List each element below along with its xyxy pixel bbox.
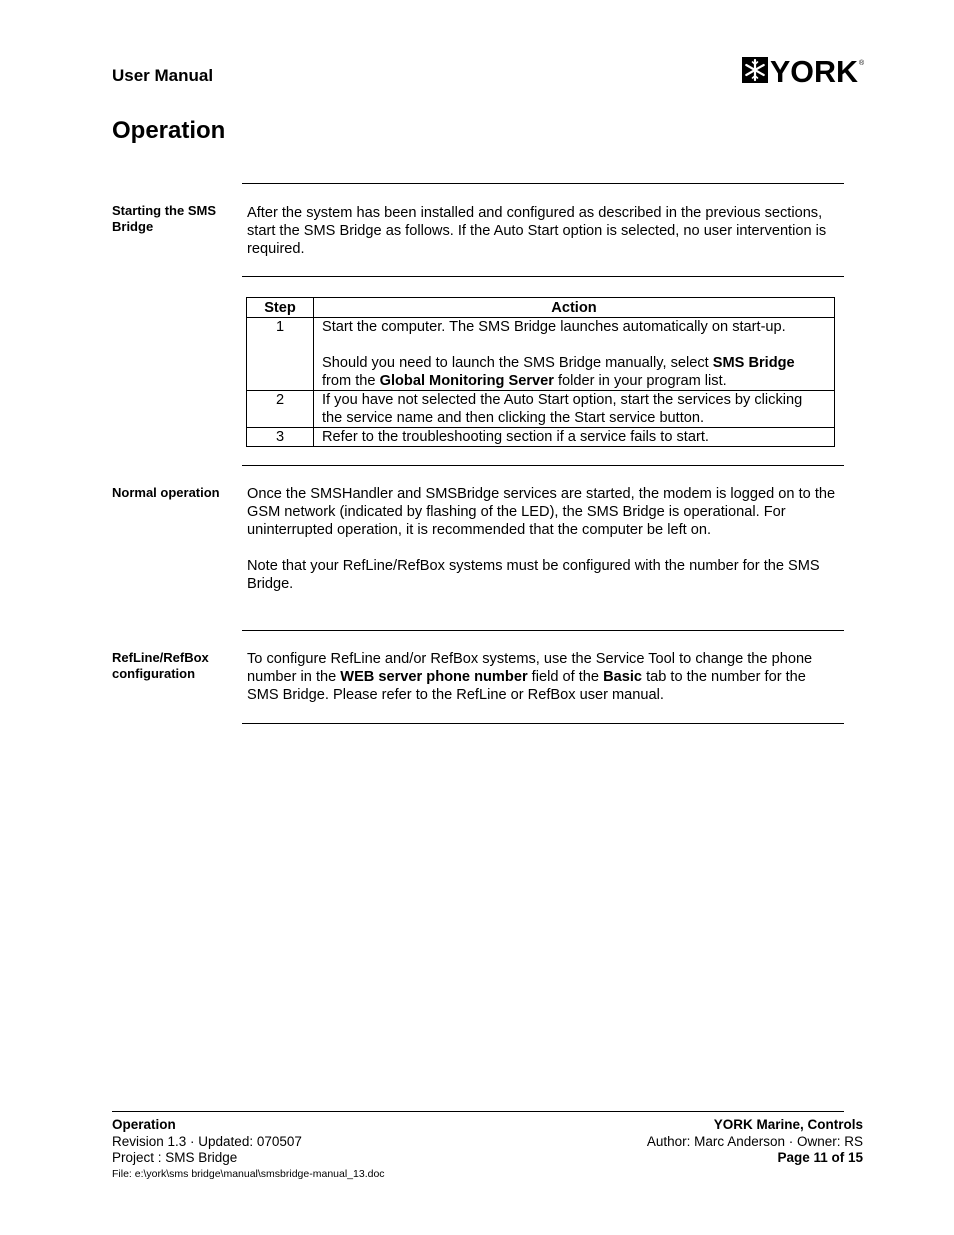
footer-project: Project : SMS Bridge — [112, 1150, 238, 1165]
starting-paragraph: After the system has been installed and configured as described in the previous sections, start the SMS Bridge as follows. If the Auto Start option is selected, no user intervention is required. — [247, 205, 827, 257]
york-logo — [742, 56, 866, 84]
refline-configuration-paragraph: To configure RefLine and/or RefBox systems, use the Service Tool to change the phone number in the WEB server phone number field of the Basic tab to the number for the SMS Bridge. Please refer to the RefLine or RefBox user manual. — [247, 651, 813, 703]
page-title: Operation — [112, 117, 226, 144]
steps-table — [246, 297, 835, 447]
side-heading-starting: Starting the SMS Bridge — [112, 203, 217, 234]
step-number: 1 — [247, 318, 314, 391]
normal-operation-paragraph: Once the SMSHandler and SMSBridge services are started, the modem is logged on to the GSM network (indicated by flashing of the LED), the SMS Bridge is operational. For uninterrupted operation, it is recommended that the computer be left on. Note that your RefLine/RefBox systems must be configured with the number for the SMS Bridge. — [247, 486, 836, 592]
document-label: User Manual — [112, 66, 214, 85]
step-number: 2 — [247, 391, 314, 428]
table-row — [247, 391, 835, 428]
svg-text:YORK: YORK — [770, 56, 859, 84]
side-heading-normal-operation: Normal operation — [112, 485, 220, 500]
section-divider — [242, 723, 844, 724]
footer-company: YORK Marine, Controls — [713, 1117, 863, 1132]
footer-revision: Revision 1.3 · Updated: 070507 — [112, 1133, 302, 1149]
footer-file-path: File: e:\york\sms bridge\manual\smsbridge-manual_13.doc — [112, 1167, 385, 1180]
svg-text:®: ® — [859, 60, 865, 67]
section-divider — [242, 276, 844, 277]
step-number: 3 — [247, 428, 314, 447]
step-action: If you have not selected the Auto Start option, start the services by clicking the service name and then clicking the Start service button. — [314, 391, 835, 428]
step-action: Start the computer. The SMS Bridge launches automatically on start-up. Should you need to launch the SMS Bridge manually, select SMS Bridge from the Global Monitoring Server folder in your program list. — [314, 318, 835, 391]
footer-divider — [112, 1111, 844, 1112]
footer-right — [647, 1117, 863, 1167]
section-divider — [242, 465, 844, 466]
footer-author: Author: Marc Anderson · Owner: RS — [646, 1133, 863, 1149]
column-header-step: Step — [247, 298, 314, 318]
step-action: Refer to the troubleshooting section if a service fails to start. — [314, 428, 835, 447]
footer-page-number: Page 11 of 15 — [777, 1150, 863, 1165]
table-row — [247, 428, 835, 447]
table-header-row — [247, 298, 835, 318]
side-heading-refline-refbox: RefLine/RefBox configuration — [112, 650, 209, 681]
section-divider — [242, 630, 844, 631]
snowflake-icon — [742, 56, 866, 84]
footer-section-name: Operation — [112, 1117, 176, 1132]
table-row — [247, 318, 835, 391]
footer-left — [112, 1117, 385, 1181]
column-header-action: Action — [314, 298, 835, 318]
section-divider — [242, 183, 844, 184]
